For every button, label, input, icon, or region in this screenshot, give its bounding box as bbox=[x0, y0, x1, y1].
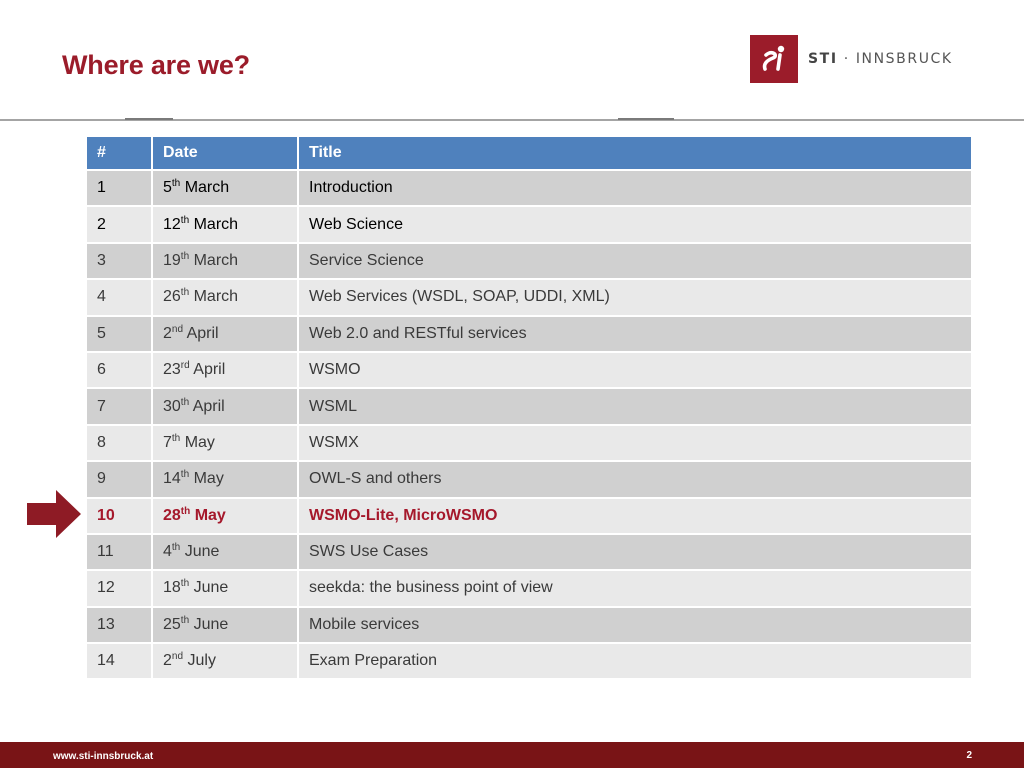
header-divider bbox=[0, 119, 1024, 121]
date-month: June bbox=[184, 543, 220, 561]
date-day: 23 bbox=[163, 361, 181, 379]
date-ordinal-suffix: th bbox=[180, 505, 191, 517]
date-month: May bbox=[184, 433, 215, 451]
lecture-date bbox=[153, 535, 297, 569]
date-ordinal-suffix: th bbox=[180, 578, 190, 590]
lecture-number: 12 bbox=[87, 571, 151, 605]
table-row bbox=[87, 317, 971, 351]
lecture-title: Web 2.0 and RESTful services bbox=[299, 317, 971, 351]
lecture-date bbox=[153, 353, 297, 387]
table-row bbox=[87, 353, 971, 387]
lecture-title: Introduction bbox=[299, 171, 971, 205]
date-month: April bbox=[192, 397, 225, 415]
date-month: June bbox=[193, 615, 229, 633]
page-number: 2 bbox=[966, 750, 972, 761]
date-month: May bbox=[193, 470, 224, 488]
date-day: 7 bbox=[163, 433, 172, 451]
date-day: 4 bbox=[163, 543, 172, 561]
date-day: 28 bbox=[163, 506, 181, 524]
table-row bbox=[87, 426, 971, 460]
lecture-date bbox=[153, 462, 297, 496]
date-ordinal-suffix: th bbox=[180, 214, 190, 226]
lecture-title: WSMO-Lite, MicroWSMO bbox=[299, 499, 971, 533]
lecture-date bbox=[153, 426, 297, 460]
date-ordinal-suffix: nd bbox=[171, 323, 184, 335]
date-ordinal-suffix: th bbox=[180, 614, 190, 626]
date-month: July bbox=[187, 652, 216, 670]
date-day: 30 bbox=[163, 397, 181, 415]
table-row bbox=[87, 499, 971, 533]
lecture-date bbox=[153, 389, 297, 423]
page-title: Where are we? bbox=[62, 50, 250, 80]
lecture-title: Exam Preparation bbox=[299, 644, 971, 678]
lecture-number: 13 bbox=[87, 608, 151, 642]
lecture-number: 1 bbox=[87, 171, 151, 205]
lecture-number: 5 bbox=[87, 317, 151, 351]
lecture-number: 4 bbox=[87, 280, 151, 314]
date-month: March bbox=[193, 288, 239, 306]
lecture-title: Service Science bbox=[299, 244, 971, 278]
lecture-date bbox=[153, 644, 297, 678]
sti-innsbruck-logo bbox=[750, 34, 953, 84]
column-header-date: Date bbox=[153, 137, 297, 169]
current-lecture-arrow-icon bbox=[27, 490, 81, 538]
lecture-number: 9 bbox=[87, 462, 151, 496]
date-ordinal-suffix: th bbox=[180, 396, 190, 408]
lecture-title: WSMO bbox=[299, 353, 971, 387]
table-row bbox=[87, 462, 971, 496]
table-row bbox=[87, 207, 971, 241]
lecture-date bbox=[153, 280, 297, 314]
table-row bbox=[87, 389, 971, 423]
lecture-title: Web Services (WSDL, SOAP, UDDI, XML) bbox=[299, 280, 971, 314]
sti-figure-icon bbox=[750, 35, 798, 83]
lecture-number: 3 bbox=[87, 244, 151, 278]
date-ordinal-suffix: th bbox=[180, 287, 190, 299]
lecture-number: 8 bbox=[87, 426, 151, 460]
date-month: April bbox=[193, 361, 226, 379]
lecture-date bbox=[153, 171, 297, 205]
date-day: 18 bbox=[163, 579, 181, 597]
date-ordinal-suffix: th bbox=[180, 250, 190, 262]
lecture-title: Mobile services bbox=[299, 608, 971, 642]
table-row bbox=[87, 608, 971, 642]
table-row bbox=[87, 244, 971, 278]
date-ordinal-suffix: th bbox=[180, 469, 190, 481]
schedule-table bbox=[85, 135, 973, 680]
date-month: May bbox=[194, 506, 226, 524]
date-month: March bbox=[184, 179, 230, 197]
logo-place: INNSBRUCK bbox=[855, 51, 953, 67]
date-day: 14 bbox=[163, 470, 181, 488]
date-month: April bbox=[186, 324, 219, 342]
date-ordinal-suffix: nd bbox=[171, 651, 184, 663]
table-row bbox=[87, 171, 971, 205]
lecture-number: 11 bbox=[87, 535, 151, 569]
date-ordinal-suffix: th bbox=[171, 432, 181, 444]
lecture-title: Web Science bbox=[299, 207, 971, 241]
lecture-number: 7 bbox=[87, 389, 151, 423]
date-day: 19 bbox=[163, 251, 181, 269]
logo-separator: · bbox=[837, 51, 856, 67]
table-row bbox=[87, 571, 971, 605]
lecture-number: 14 bbox=[87, 644, 151, 678]
lecture-date bbox=[153, 244, 297, 278]
date-ordinal-suffix: th bbox=[171, 542, 181, 554]
date-month: March bbox=[193, 251, 239, 269]
date-month: March bbox=[193, 215, 239, 233]
logo-brand: STI bbox=[808, 51, 838, 67]
column-header-number: # bbox=[87, 137, 151, 169]
column-header-title: Title bbox=[299, 137, 971, 169]
lecture-title: seekda: the business point of view bbox=[299, 571, 971, 605]
date-day: 2 bbox=[163, 324, 172, 342]
lecture-title: WSMX bbox=[299, 426, 971, 460]
lecture-title: SWS Use Cases bbox=[299, 535, 971, 569]
date-day: 2 bbox=[163, 652, 172, 670]
lecture-title: OWL-S and others bbox=[299, 462, 971, 496]
lecture-number: 6 bbox=[87, 353, 151, 387]
lecture-number: 2 bbox=[87, 207, 151, 241]
table-header-row bbox=[87, 137, 971, 169]
date-day: 25 bbox=[163, 615, 181, 633]
table-row bbox=[87, 644, 971, 678]
lecture-number: 10 bbox=[87, 499, 151, 533]
footer-bar bbox=[0, 742, 1024, 768]
table-row bbox=[87, 280, 971, 314]
date-day: 5 bbox=[163, 179, 172, 197]
footer-url: www.sti-innsbruck.at bbox=[53, 751, 154, 762]
lecture-date bbox=[153, 499, 297, 533]
date-ordinal-suffix: rd bbox=[180, 360, 190, 372]
lecture-date bbox=[153, 207, 297, 241]
logo-wordmark bbox=[808, 51, 953, 67]
date-day: 26 bbox=[163, 288, 181, 306]
date-month: June bbox=[193, 579, 229, 597]
lecture-date bbox=[153, 317, 297, 351]
lecture-title: WSML bbox=[299, 389, 971, 423]
lecture-date bbox=[153, 571, 297, 605]
date-ordinal-suffix: th bbox=[171, 178, 181, 190]
lecture-date bbox=[153, 608, 297, 642]
table-row bbox=[87, 535, 971, 569]
date-day: 12 bbox=[163, 215, 181, 233]
